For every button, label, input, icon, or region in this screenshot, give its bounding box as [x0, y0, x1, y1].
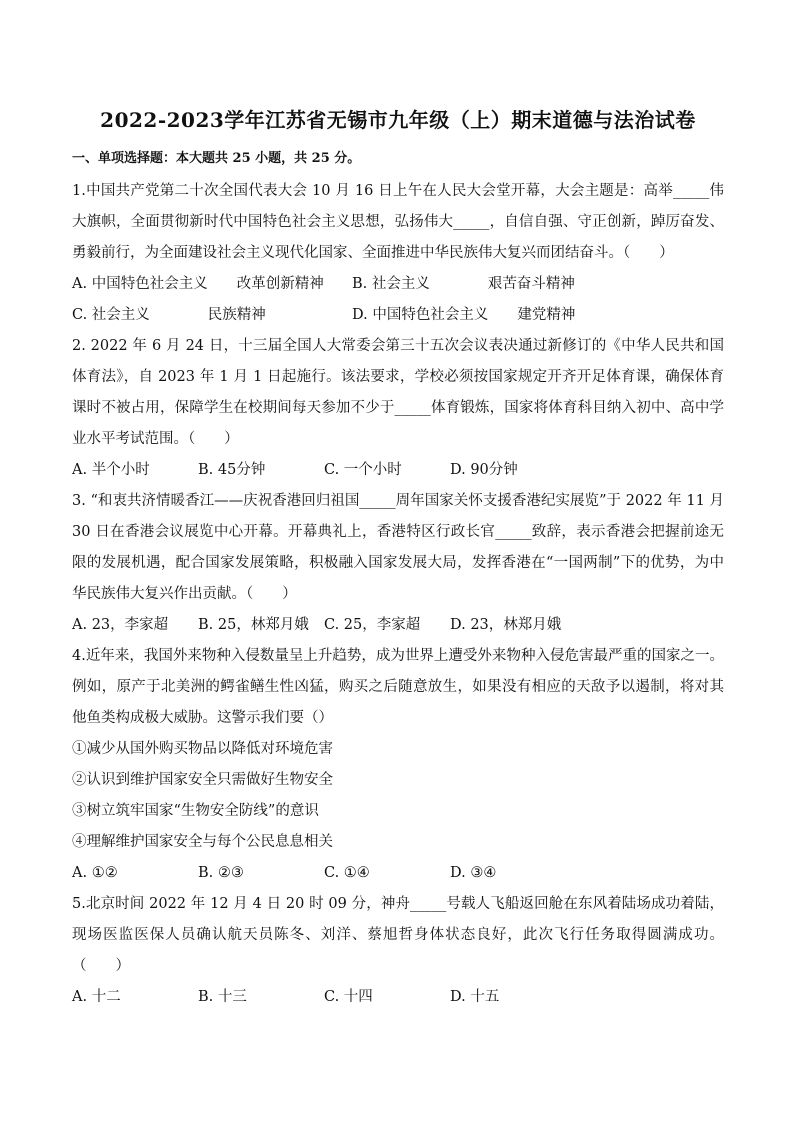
- section-heading: 一、单项选择题：本大题共 25 小题，共 25 分。: [72, 151, 361, 166]
- question-1-options-row-1: [72, 269, 724, 300]
- question-4-options: [72, 858, 724, 889]
- question-2-text: 2. 2022 年 6 月 24 日，十三届全国人大常委会第三十五次会议表决通过新修订的《中华人民共和国体育法》，自 2023 年 1 月 1 日起施行。该法要求，学校必须按国家规定开齐开足体育课，确保体育课时不被占用，保障学生在校期间每天参加不少于_____体育锻炼，国家将体育科目纳入初中、高中学业水平考试范围。（ ）: [72, 338, 724, 447]
- question-4-text: 4.近年来，我国外来物种入侵数量呈上升趋势，成为世界上遭受外来物种入侵危害最严重的国家之一。例如，原产于北美洲的鳄雀鳝生性凶猛，购买之后随意放生，如果没有相应的天敌予以遏制，将对其他鱼类构成极大威胁。这警示我们要（）: [72, 648, 724, 726]
- question-1-options-row-2: [72, 300, 724, 331]
- question-1-option-a[interactable]: A. 中国特色社会主义 改革创新精神: [72, 276, 324, 292]
- question-4-statement-2: ②认识到维护国家安全只需做好生物安全: [72, 772, 333, 788]
- question-1-text: 1.中国共产党第二十次全国代表大会 10 月 16 日上午在人民大会堂开幕，大会主题是：高举_____伟大旗帜，全面贯彻新时代中国特色社会主义思想，弘扬伟大_____，自信自强、守正创新，踔厉奋发、勇毅前行，为全面建设社会主义现代化国家、全面推进中华民族伟大复兴而团结奋斗。（ ）: [72, 183, 724, 261]
- question-1-option-d[interactable]: D. 中国特色社会主义 建党精神: [352, 307, 576, 323]
- question-5-option-d[interactable]: D. 十五: [450, 989, 500, 1005]
- question-3-option-d[interactable]: D. 23，林郑月娥: [450, 617, 562, 633]
- question-2-option-c[interactable]: C. 一个小时: [324, 462, 402, 478]
- question-3-text: 3. “和衷共济情暖香江——庆祝香港回归祖国_____周年国家关怀支援香港纪实展览”于 2022 年 11 月 30 日在香港会议展览中心开幕。开幕典礼上，香港特区行政长官_____致辞，表示香港会把握前途无限的发展机遇，配合国家发展策略，积极融入国家发展大局，发挥香港在“一国两制”下的优势，为中华民族伟大复兴作出贡献。（ ）: [72, 493, 724, 602]
- question-3-option-b[interactable]: B. 25，林郑月娥: [198, 617, 309, 633]
- question-4-option-a[interactable]: A. ①②: [72, 865, 118, 881]
- question-1-option-c[interactable]: C. 社会主义 民族精神: [72, 307, 266, 323]
- question-2-option-d[interactable]: D. 90分钟: [450, 462, 518, 478]
- question-4-option-c[interactable]: C. ①④: [324, 865, 370, 881]
- question-1-option-b[interactable]: B. 社会主义 艰苦奋斗精神: [352, 276, 575, 292]
- question-3-option-c[interactable]: C. 25，李家超: [324, 617, 421, 633]
- question-2-options: [72, 455, 724, 486]
- question-4-option-d[interactable]: D. ③④: [450, 865, 497, 881]
- question-3-options: [72, 610, 724, 641]
- question-2-option-a[interactable]: A. 半个小时: [72, 462, 150, 478]
- question-5-text: 5.北京时间 2022 年 12 月 4 日 20 时 09 分，神舟_____号载人飞船返回舱在东风着陆场成功着陆，现场医监医保人员确认航天员陈冬、刘洋、蔡旭哲身体状态良好，此次飞行任务取得圆满成功。（ ）: [72, 896, 724, 974]
- question-4-statement-4: ④理解维护国家安全与每个公民息息相关: [72, 834, 333, 850]
- exam-title: 2022-2023学年江苏省无锡市九年级（上）期末道德与法治试卷: [100, 108, 696, 132]
- question-3-option-a[interactable]: A. 23，李家超: [72, 617, 169, 633]
- question-4-statement-1: ①减少从国外购买物品以降低对环境危害: [72, 741, 333, 757]
- question-2-option-b[interactable]: B. 45分钟: [198, 462, 266, 478]
- question-5-option-b[interactable]: B. 十三: [198, 989, 247, 1005]
- question-4-option-b[interactable]: B. ②③: [198, 865, 244, 881]
- question-5-options: [72, 982, 724, 1013]
- question-4-statement-3: ③树立筑牢国家“生物安全防线”的意识: [72, 803, 319, 819]
- question-5-option-a[interactable]: A. 十二: [72, 989, 121, 1005]
- question-5-option-c[interactable]: C. 十四: [324, 989, 373, 1005]
